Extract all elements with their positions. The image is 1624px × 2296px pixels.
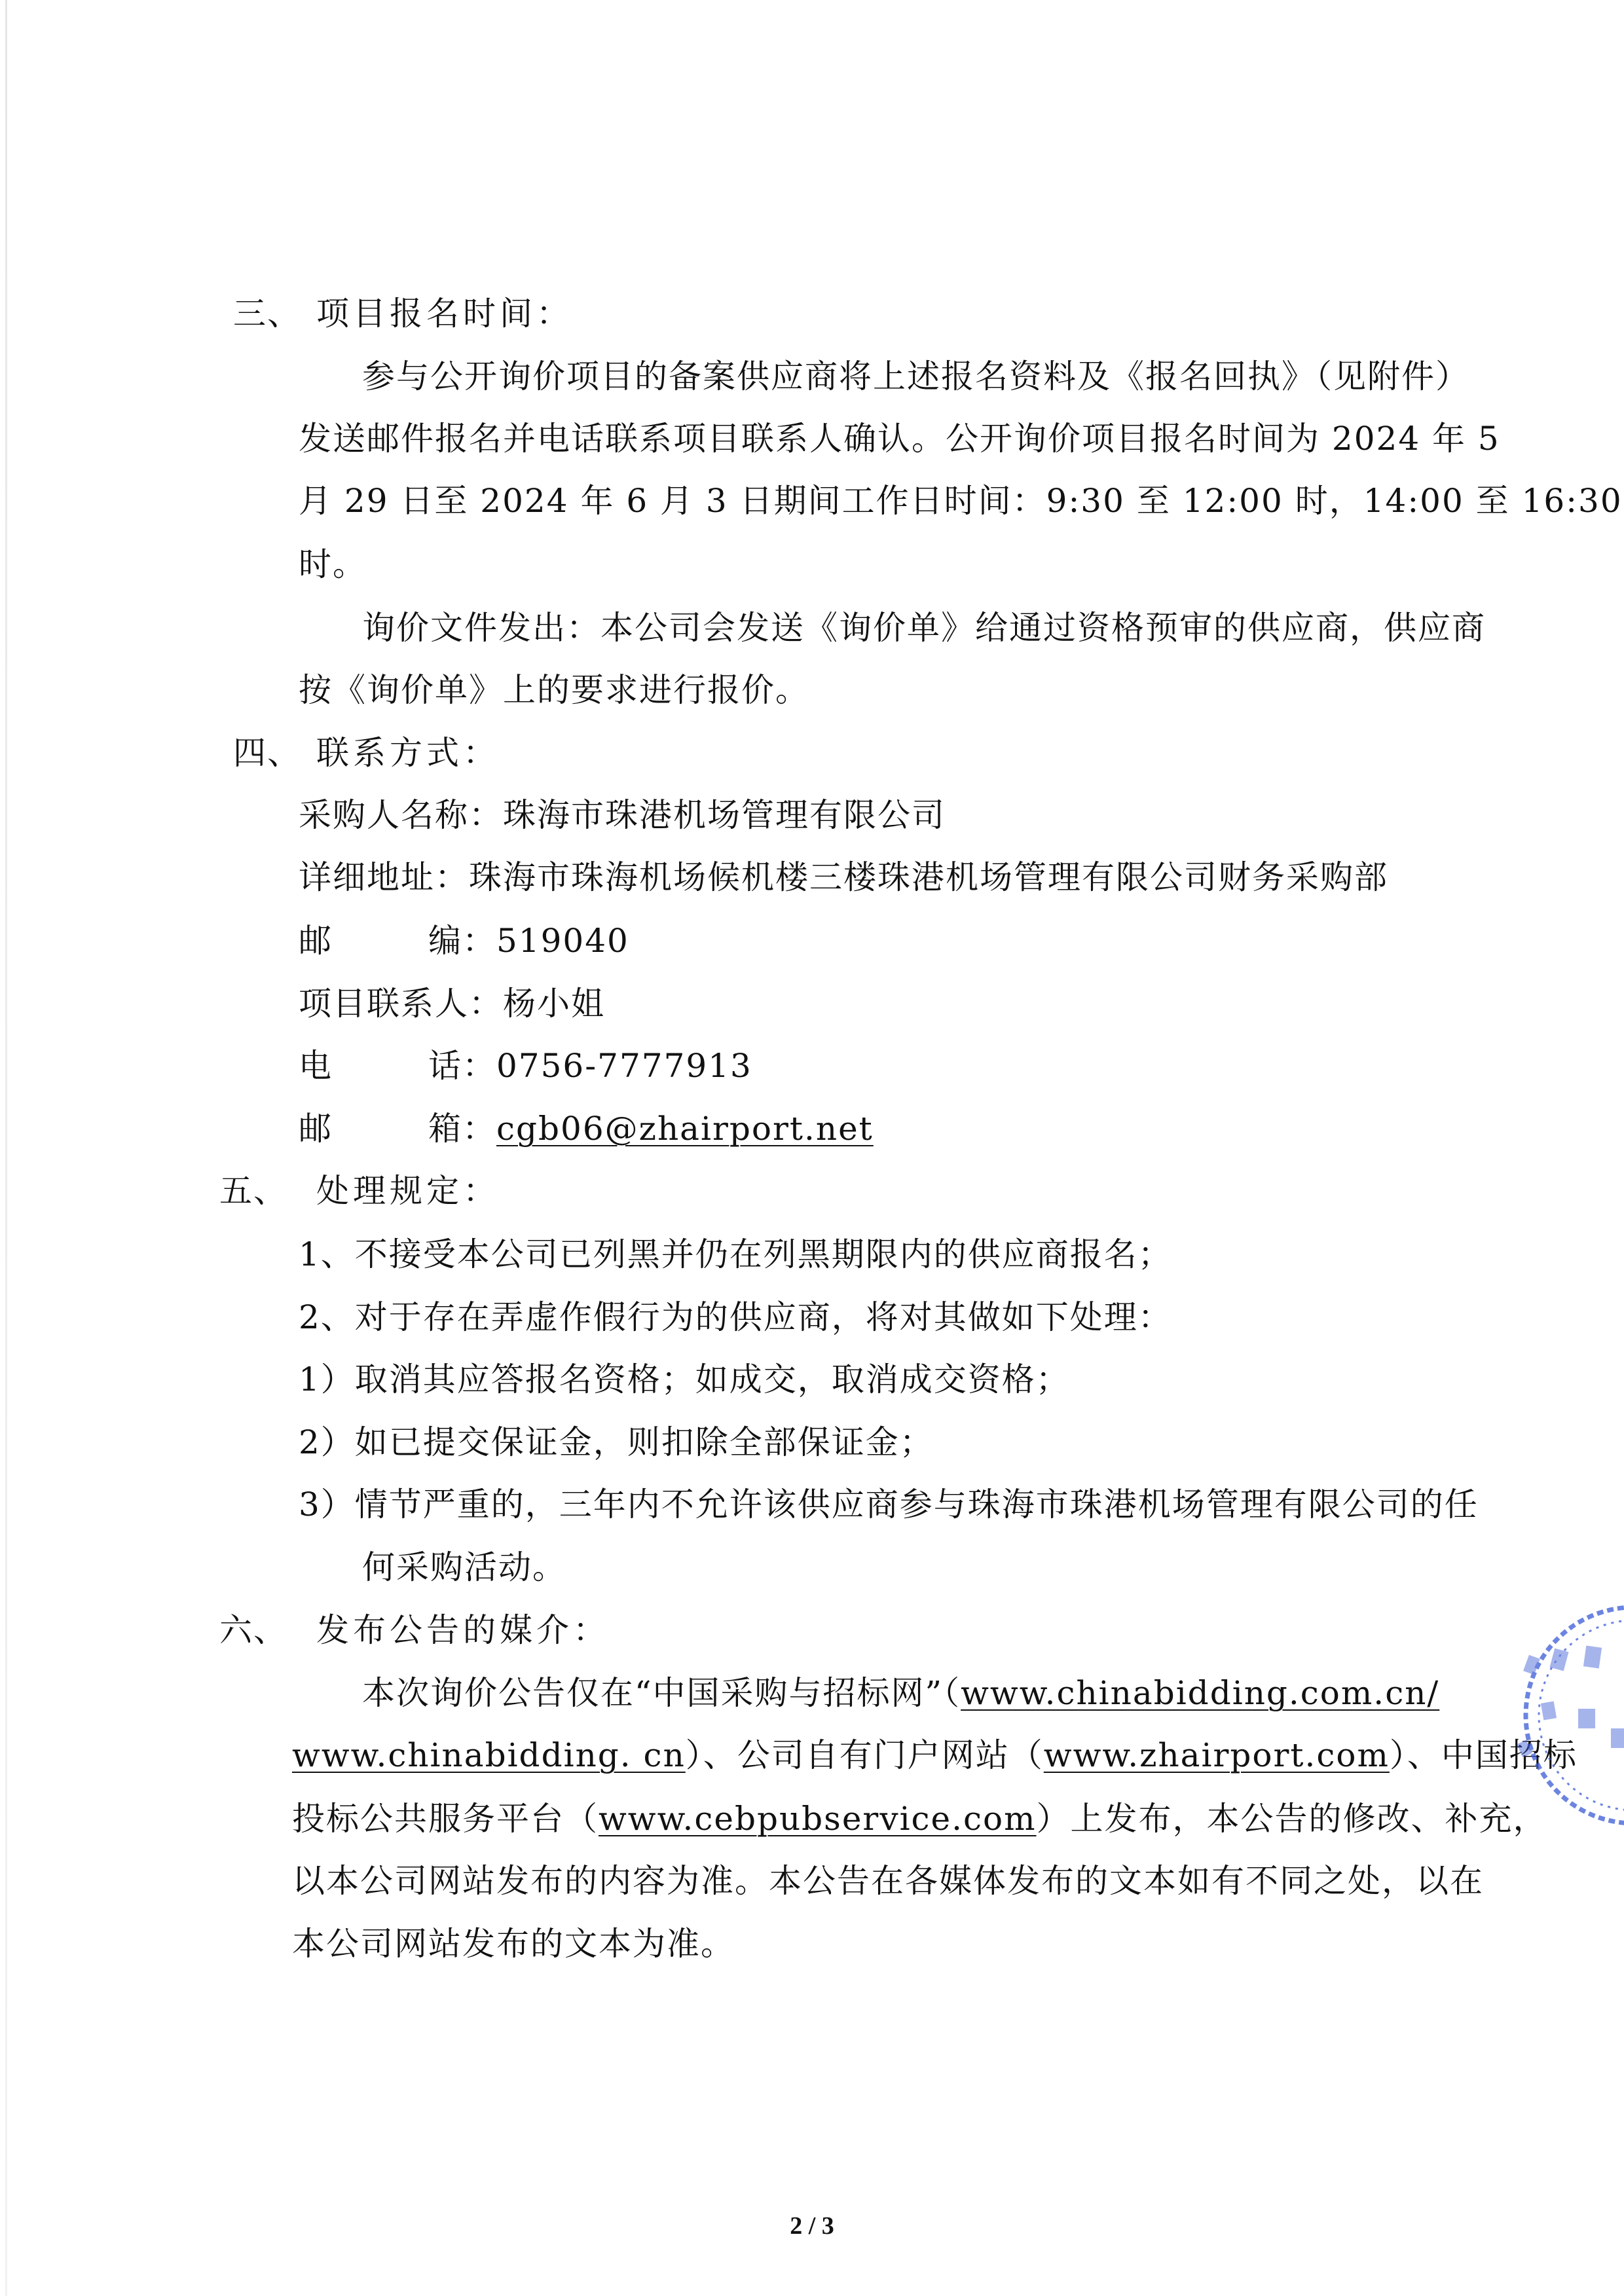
email-row <box>299 1109 874 1148</box>
page-number: 2 / 3 <box>790 2212 834 2240</box>
postcode-value: 519040 <box>496 922 629 960</box>
section-5-number: 五、 <box>219 1172 287 1210</box>
media-text: 本次询价公告仅在“中国采购与招标网”（ <box>362 1674 961 1712</box>
chinabidding-cn-link[interactable]: www.chinabidding. cn <box>292 1736 686 1774</box>
section-3-number: 三、 <box>233 295 301 333</box>
phone-row <box>299 1046 752 1085</box>
zhairport-link[interactable]: www.zhairport.com <box>1043 1736 1390 1774</box>
rule-line: 1、不接受本公司已列黑并仍在列黑期限内的供应商报名； <box>299 1235 1172 1273</box>
official-seal-stamp <box>1480 1578 1624 1840</box>
cebpubservice-link[interactable]: www.cebpubservice.com <box>599 1800 1037 1838</box>
section-5-title: 处理规定： <box>316 1172 500 1210</box>
rule-line: 2）如已提交保证金，则扣除全部保证金； <box>299 1423 934 1461</box>
paragraph-line: 时。 <box>299 545 367 583</box>
purchaser-name: 采购人名称：珠海市珠港机场管理有限公司 <box>299 796 946 834</box>
contact-person: 项目联系人：杨小姐 <box>299 985 605 1023</box>
email-label: 邮箱 <box>299 1110 462 1148</box>
rule-line: 何采购活动。 <box>362 1548 566 1586</box>
email-link[interactable]: cgb06@zhairport.net <box>496 1110 874 1148</box>
media-line <box>292 1799 1547 1838</box>
postcode-label: 邮编 <box>299 922 462 960</box>
section-3-title: 项目报名时间： <box>316 295 573 333</box>
paragraph-line: 参与公开询价项目的备案供应商将上述报名资料及《报名回执》（见附件） <box>362 357 1469 395</box>
phone-value: 0756-7777913 <box>496 1047 752 1085</box>
paragraph-line: 发送邮件报名并电话联系项目联系人确认。公开询价项目报名时间为 2024 年 5 <box>299 420 1500 458</box>
rule-line: 1）取消其应答报名资格；如成交，取消成交资格； <box>299 1360 1070 1398</box>
paragraph-line: 按《询价单》上的要求进行报价。 <box>299 671 809 709</box>
paragraph-line: 询价文件发出：本公司会发送《询价单》给通过资格预审的供应商，供应商 <box>362 609 1486 647</box>
chinabidding-link[interactable]: www.chinabidding.com.cn/ <box>961 1674 1440 1712</box>
media-text: ）、公司自有门户网站（ <box>685 1736 1044 1774</box>
media-line <box>292 1736 1578 1775</box>
rule-line: 2、对于存在弄虚作假行为的供应商，将对其做如下处理： <box>299 1298 1172 1336</box>
section-6-number: 六、 <box>219 1611 287 1649</box>
colon: ： <box>462 1110 496 1148</box>
media-line <box>362 1673 1440 1713</box>
rule-line: 3）情节严重的，三年内不允许该供应商参与珠海市珠港机场管理有限公司的任 <box>299 1485 1479 1523</box>
section-4-title: 联系方式： <box>316 734 500 772</box>
media-line: 以本公司网站发布的内容为准。本公告在各媒体发布的文本如有不同之处，以在 <box>292 1862 1484 1900</box>
media-line: 本公司网站发布的文本为准。 <box>292 1925 735 1963</box>
postcode-row <box>299 921 629 960</box>
phone-label: 电话 <box>299 1047 462 1085</box>
address: 详细地址：珠海市珠海机场候机楼三楼珠港机场管理有限公司财务采购部 <box>299 858 1388 896</box>
media-text: ）、中国招标 <box>1389 1736 1578 1774</box>
colon: ： <box>462 1047 496 1085</box>
section-6-title: 发布公告的媒介： <box>316 1611 610 1649</box>
colon: ： <box>462 922 496 960</box>
page-edge <box>5 0 7 2296</box>
media-text: ）上发布，本公告的修改、补充， <box>1036 1800 1547 1838</box>
section-4-number: 四、 <box>233 734 301 772</box>
media-text: 投标公共服务平台（ <box>292 1800 599 1838</box>
paragraph-line: 月 29 日至 2024 年 6 月 3 日期间工作日时间：9:30 至 12:00 时，14:00 至 16:30 <box>299 482 1623 520</box>
